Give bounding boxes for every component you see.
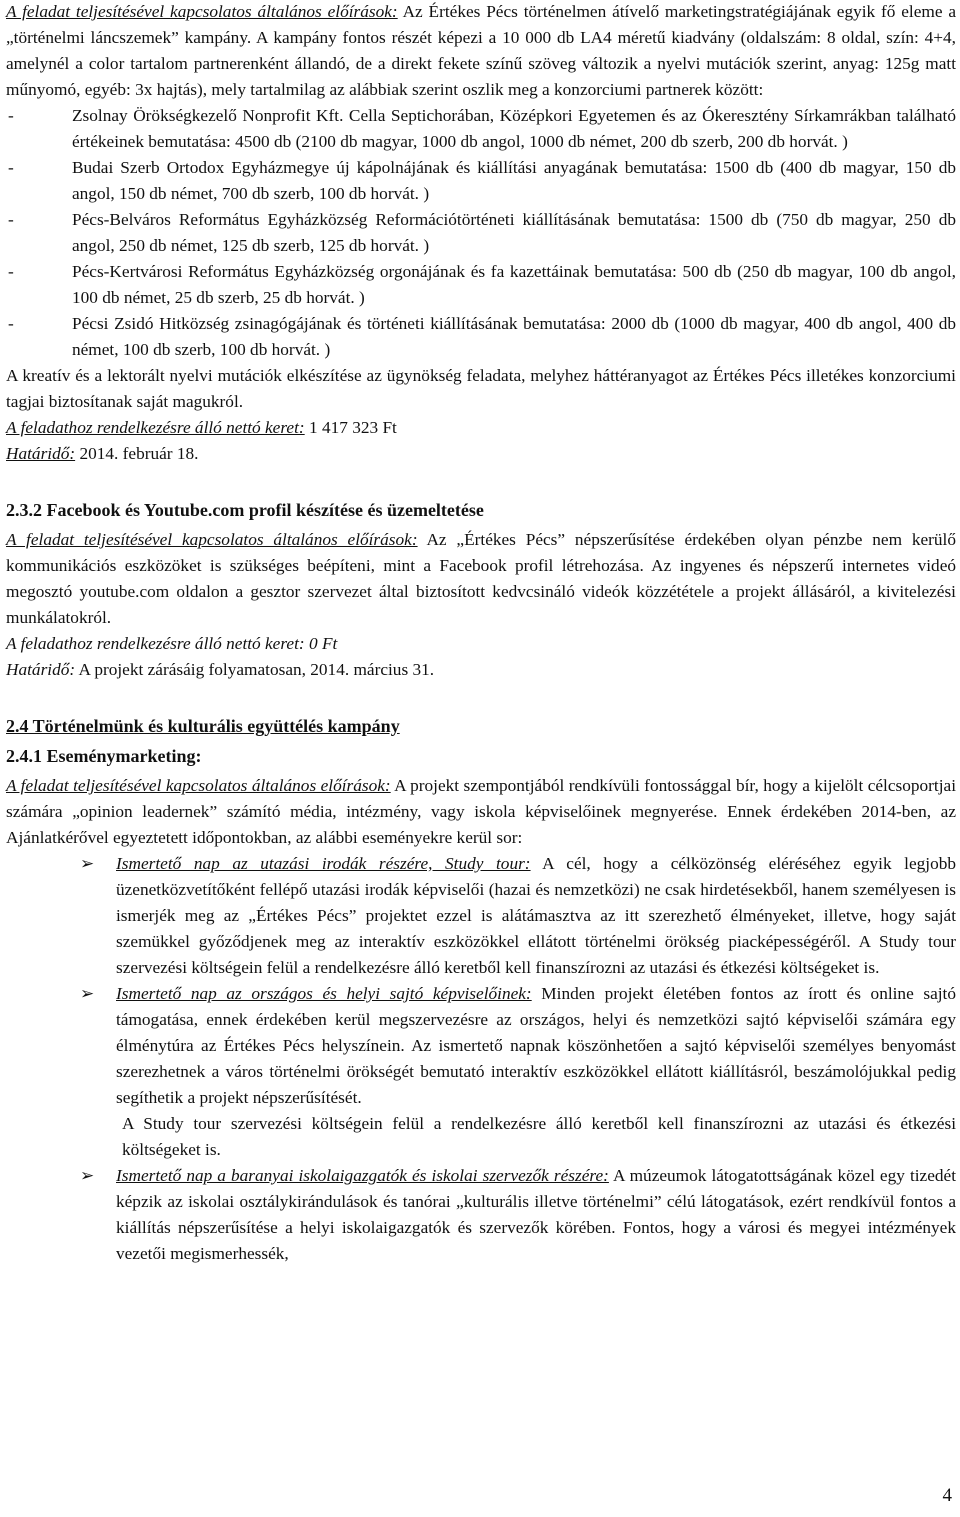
- paragraph-text: Az Értékes Pécs történelmen átívelő marketingstratégiájának egyik fő eleme a „történelmi láncszemek” kampány. A kampány fontos részét képezi a 10 000 db LA4 méretű kiadvány (oldalszám: 8 oldal, szín: 4+4, amelynél a color tartalom partnerenként állandó, de a direkt fekete színű szöveg változik a nyelvi mutációk szerint, anyag: 125g matt műnyomó, egyéb: 3x hajtás), mely tartalmilag az alábbiak szerint oszlik meg a konzorciumi partnerek között:: [6, 2, 956, 99]
- event-text: A cél, hogy a célközönség eléréséhez egyik legjobb üzenetközvetítőként fellépő utazási irodák képviselői (hazai és nemzetközi) ne csak hirdetésekből, hanem személyesen is ismerjék meg az „Értékes Pécs” projektet ezzel is alátámasztva az itt szerezhető élményeket, illetve, hogy saját szemükkel győződjenek meg az interaktív eszközökkel ellátott történelmi örökség piacképességéről. A Study tour szervezési költségein felül a rendelkezésre álló keretből kell finanszírozni az utazási és étkezési költségeket is.: [116, 854, 956, 977]
- deadline-value: 2014. február 18.: [75, 444, 199, 463]
- deadline-line: [6, 441, 956, 467]
- dash-bullet: -: [8, 314, 14, 333]
- list-item: - Budai Szerb Ortodox Egyházmegye új kápolnájának és kiállítási anyagának bemutatása: 1500 db (400 db magyar, 150 db angol, 150 db német, 700 db szerb, 100 db horvát. ): [6, 155, 956, 207]
- dash-bullet: -: [8, 262, 14, 281]
- paragraph-facebook: [6, 527, 956, 631]
- arrow-bullet-icon: ➢: [80, 984, 95, 1004]
- requirements-label: A feladat teljesítésével kapcsolatos általános előírások:: [6, 2, 398, 21]
- paragraph-text: A projekt szempontjából rendkívüli fontossággal bír, hogy a kijelölt célcsoportjai számára „opinion leadernek” számító média, intézmény, vagy iskola képviselőinek megnyerése. Ennek érdekében 2014-ben, az Ajánlatkérővel egyeztetett időpontokban, az alábbi eseményekre kerül sor:: [6, 776, 956, 847]
- budget-value: 1 417 323 Ft: [304, 418, 397, 437]
- list-item: - Pécsi Zsidó Hitközség zsinagógájának és történeti kiállításának bemutatása: 2000 db (1000 db magyar, 400 db angol, 400 db német, 100 db szerb, 100 db horvát. ): [6, 311, 956, 363]
- paragraph-kreativ: A kreatív és a lektorált nyelvi mutációk elkészítése az ügynökség feladata, melyhez háttéranyagot az Értékes Pécs illetékes konzorciumi tagjai biztosítanak saját magukról.: [6, 366, 956, 411]
- budget-line: A feladathoz rendelkezésre álló nettó keret: 0 Ft: [6, 634, 338, 653]
- page-number: 4: [942, 1485, 952, 1506]
- budget-line: [6, 415, 956, 441]
- paragraph-esemenymarketing: [6, 773, 956, 851]
- dash-bullet: -: [8, 106, 14, 125]
- partner-list: [6, 103, 956, 363]
- event-extra: A Study tour szervezési költségein felül a rendelkezésre álló keretből kell finanszírozni az utazási és étkezési költségeket is.: [122, 1114, 956, 1159]
- document-page: [6, 0, 956, 1267]
- arrow-bullet-icon: ➢: [80, 1166, 95, 1186]
- list-item: [6, 1163, 956, 1267]
- event-text: Minden projekt életében fontos az írott és online sajtó támogatása, ennek érdekében kerül megszervezésre az országos, helyi és nemzetközi sajtó képviselői számára egy élménytúra az Értékes Pécs helyszínein. Az ismertető napnak köszönhetően a sajtó képviselői személyes benyomást szerezhetnek a város történelmi örökségét bemutató interaktív eszközökkel ellátott kiállításról, beszámolójukkal pedig segíthetik a projekt népszerűsítését.: [116, 984, 956, 1107]
- deadline-value: A projekt zárásáig folyamatosan, 2014. március 31.: [75, 660, 435, 679]
- section-heading-232: 2.3.2 Facebook és Youtube.com profil készítése és üzemeltetése: [6, 500, 484, 520]
- event-list-continued: [6, 1163, 956, 1267]
- event-title: Ismertető nap az országos és helyi sajtó képviselőinek:: [116, 984, 532, 1003]
- paragraph-text: Az „Értékes Pécs” népszerűsítése érdekében olyan pénzbe nem kerülő kommunikációs eszközöket is szükséges beépíteni, mint a Facebook profil létrehozása. Az ingyenes és népszerű internetes videó megosztó youtube.com oldalon a gesztor szervezet által biztosított kedvcsináló videók közzététele a projekt állásáról, a kivitelezési munkálatokról.: [6, 530, 956, 627]
- arrow-bullet-icon: ➢: [80, 854, 95, 874]
- paragraph-kiadvany: [6, 0, 956, 103]
- deadline-label: Határidő:: [6, 444, 76, 463]
- deadline-label: Határidő:: [6, 660, 76, 679]
- event-list: [6, 851, 956, 1111]
- list-item: - Pécs-Belváros Református Egyházközség Reformációtörténeti kiállításának bemutatása: 1500 db (750 db magyar, 250 db angol, 250 db német, 125 db szerb, 125 db horvát. ): [6, 207, 956, 259]
- deadline-line: [6, 657, 956, 683]
- event-title: Ismertető nap a baranyai iskolaigazgatók és iskolai szervezők részére:: [116, 1166, 609, 1185]
- dash-bullet: -: [8, 210, 14, 229]
- requirements-label: A feladat teljesítésével kapcsolatos általános előírások:: [6, 776, 391, 795]
- list-item: - Zsolnay Örökségkezelő Nonprofit Kft. Cella Septichorában, Középkori Egyetemen és az Ókeresztény Sírkamrákban található értékeinek bemutatása: 4500 db (2100 db magyar, 1000 db angol, 1000 db német, 200 db szerb, 200 db horvát. ): [6, 103, 956, 155]
- requirements-label: A feladat teljesítésével kapcsolatos általános előírások:: [6, 530, 418, 549]
- list-item: [6, 981, 956, 1111]
- section-heading-241: 2.4.1 Eseménymarketing:: [6, 746, 202, 766]
- budget-label: A feladathoz rendelkezésre álló nettó keret:: [6, 418, 305, 437]
- list-item: [6, 851, 956, 981]
- event-text: A múzeumok látogatottságának közel egy tizedét képzik az iskolai osztálykirándulások és tanórai „kulturális illetve történelmi” célú látogatások, ezért rendkívül fontos a kiállítás népszerűsítése a helyi iskolaigazgatók és szervezők körében. Fontos, hogy a városi és megyei intézmények vezetői megismerhessék,: [116, 1166, 956, 1263]
- event-title: Ismertető nap az utazási irodák részére, Study tour:: [116, 854, 531, 873]
- section-heading-24: 2.4 Történelmünk és kulturális együttélés kampány: [6, 716, 400, 736]
- dash-bullet: -: [8, 158, 14, 177]
- list-item: - Pécs-Kertvárosi Református Egyházközség orgonájának és fa kazettáinak bemutatása: 500 db (250 db magyar, 100 db angol, 100 db német, 25 db szerb, 25 db horvát. ): [6, 259, 956, 311]
